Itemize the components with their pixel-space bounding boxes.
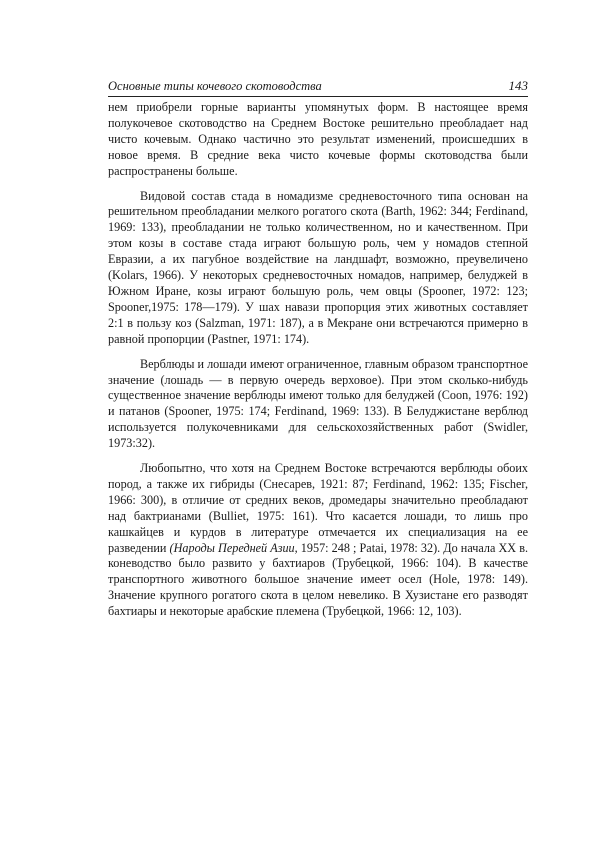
running-header <box>108 78 528 97</box>
paragraph-text-start: Любопытно, что хотя на Среднем Востоке встречаются верблюды обоих пород, а также их гибриды (Снесарев, 1921: 87; Ferdinand, 1962: 135; Fischer, 1966: 300), в отличие от средних веков, дромедары значительно преобладают над бактрианами (Bulliet, 1975: 161). Что касается лошади, то лишь про кашкайцев и курдов в литературе отмечается их специализация на ее разведении <box>108 461 528 555</box>
chapter-title: Основные типы кочевого скотоводства <box>108 79 322 93</box>
book-page <box>108 78 528 620</box>
italic-citation: (Народы Передней Азии, <box>169 540 298 555</box>
body-text <box>108 100 528 620</box>
paragraph-text-end: 1957: 248 ; Patai, 1978: 32). До начала XX в. коневодство было развито у бахтиаров (Трубецкой, 1966: 104). В качестве транспортного животного большое значение имеет осел (Hole, 1978: 149). Значение крупного рогатого скота в целом невелико. В Хузистане его разводят бахтиары и некоторые арабские племена (Трубецкой, 1966: 12, 103). <box>108 540 528 619</box>
page-number: 143 <box>508 78 528 93</box>
paragraph-herd-composition: Видовой состав стада в номадизме средневосточного типа основан на решительном преобладании мелкого рогатого скота (Barth, 1962: 344; Ferdinand, 1969: 133), преобладании не только количественном, но и качественном. При этом козы в составе стада играют большую роль, чем у номадов степной Евразии, а их пагубное воздействие на ландшафт, возможно, преувеличено (Kolars, 1966). У некоторых средневосточных номадов, например, белуджей в Южном Иране, козы играют большую роль, чем овцы (Spooner, 1972: 123; Spooner,1975: 178—179). У шах навази пропорция этих животных составляет 2:1 в пользу коз (Salzman, 1971: 187), а в Мекране они встречаются примерно в равной пропорции (Pastner, 1971: 174). <box>108 188 528 346</box>
paragraph-camels-horses: Верблюды и лошади имеют ограниченное, главным образом транспортное значение (лошадь — в первую очередь верховое). При этом сколько-нибудь существенное значение верблюды имеют только для белуджей (Coon, 1976: 192) и патанов (Spooner, 1975: 174; Ferdinand, 1969: 133). В Белуджистане верблюд используется полукочевниками для сельскохозяйственных работ (Swidler, 1973:32). <box>108 356 528 451</box>
paragraph-continued: нем приобрели горные варианты упомянутых форм. В настоящее время полукочевое скотоводство на Среднем Востоке решительно преобладает над чисто кочевым. Однако частично это результат изменений, происшедших в новое время. В средние века чисто кочевые формы скотоводства были распространены больше. <box>108 100 528 178</box>
paragraph-camel-breeds <box>108 461 528 620</box>
